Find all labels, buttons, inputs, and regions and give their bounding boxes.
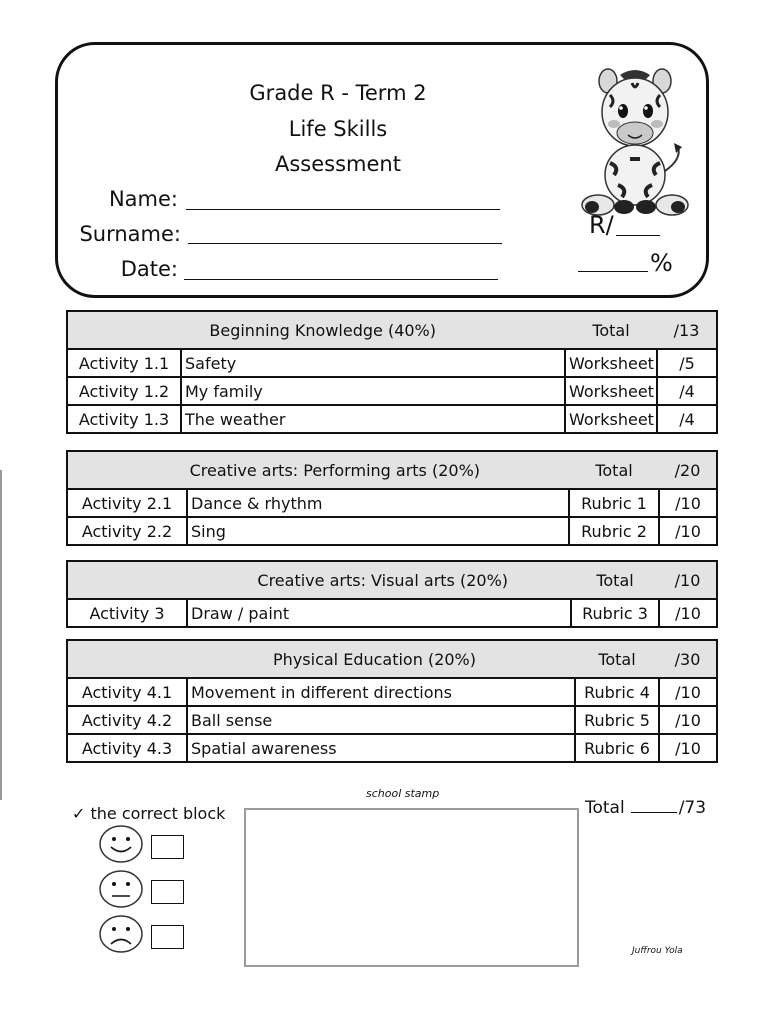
mark-cell[interactable]: /10 (659, 706, 717, 734)
rand-label: R/ (589, 211, 614, 239)
sad-checkbox[interactable] (151, 925, 184, 949)
section-header (67, 640, 717, 678)
topic-cell: Movement in different directions (187, 678, 575, 706)
name-field (58, 187, 178, 215)
topic-cell: My family (181, 377, 565, 405)
topic-cell: Sing (187, 517, 569, 545)
tool-cell: Rubric 2 (569, 517, 659, 545)
tool-cell: Rubric 4 (575, 678, 659, 706)
section-total-label: Total (571, 561, 659, 599)
header-box (55, 42, 709, 298)
table-row (67, 599, 717, 627)
rand-line[interactable] (616, 235, 660, 236)
section-total-label: Total (575, 640, 659, 678)
stamp-label: school stamp (366, 787, 440, 800)
tool-cell: Worksheet (565, 377, 657, 405)
grand-total-blank[interactable] (631, 798, 677, 813)
surname-label: Surname: (79, 222, 181, 246)
section-header (67, 311, 717, 349)
section-visual-arts (66, 560, 718, 628)
neutral-face-icon (98, 869, 144, 909)
percent-line[interactable] (578, 271, 648, 272)
table-row (67, 734, 717, 762)
table-row (67, 405, 717, 433)
table-row (67, 517, 717, 545)
activity-cell: Activity 4.2 (67, 706, 187, 734)
rand-score (589, 211, 614, 239)
grade-term-title: Grade R - Term 2 (249, 81, 427, 105)
surname-line[interactable] (188, 243, 502, 244)
sad-face-icon (98, 914, 144, 954)
tool-cell: Worksheet (565, 349, 657, 377)
zebra-illustration (570, 67, 700, 217)
section-total: /20 (659, 451, 717, 489)
topic-cell: Dance & rhythm (187, 489, 569, 517)
page-edge-shadow (0, 470, 2, 800)
grand-total-value: /73 (678, 798, 707, 818)
percent-score (650, 249, 673, 277)
name-line[interactable] (186, 209, 500, 210)
topic-cell: Spatial awareness (187, 734, 575, 762)
grand-total (585, 798, 706, 818)
section-title: Beginning Knowledge (40%) (209, 320, 436, 340)
grand-total-label: Total (585, 798, 625, 818)
section-header (67, 561, 717, 599)
assessment-title: Assessment (275, 152, 401, 176)
tool-cell: Rubric 3 (571, 599, 659, 627)
topic-cell: Draw / paint (187, 599, 571, 627)
activity-cell: Activity 3 (67, 599, 187, 627)
mark-cell[interactable]: /4 (657, 377, 717, 405)
section-title: Creative arts: Performing arts (20%) (189, 460, 481, 480)
date-line[interactable] (184, 279, 498, 280)
percent-label: % (650, 249, 673, 277)
school-stamp-box (244, 808, 579, 967)
tick-instruction: ✓ the correct block (72, 804, 226, 823)
mark-cell[interactable]: /10 (659, 599, 717, 627)
table-row (67, 377, 717, 405)
activity-cell: Activity 4.3 (67, 734, 187, 762)
topic-cell: Ball sense (187, 706, 575, 734)
mark-cell[interactable]: /10 (659, 678, 717, 706)
tool-cell: Rubric 6 (575, 734, 659, 762)
mark-cell[interactable]: /10 (659, 734, 717, 762)
section-physical-education (66, 639, 718, 763)
activity-cell: Activity 1.3 (67, 405, 181, 433)
name-label: Name: (108, 187, 178, 211)
section-title: Physical Education (20%) (273, 649, 476, 669)
surname-field (58, 222, 181, 250)
activity-cell: Activity 2.1 (67, 489, 187, 517)
subject-title: Life Skills (288, 117, 388, 141)
section-beginning-knowledge (66, 310, 718, 434)
date-label: Date: (120, 257, 178, 281)
table-row (67, 489, 717, 517)
mark-cell[interactable]: /5 (657, 349, 717, 377)
author-signature: Juffrou Yola (632, 946, 683, 956)
activity-cell: Activity 2.2 (67, 517, 187, 545)
section-total-label: Total (569, 451, 659, 489)
section-performing-arts (66, 450, 718, 546)
topic-cell: The weather (181, 405, 565, 433)
section-header (67, 451, 717, 489)
section-total: /10 (659, 561, 717, 599)
neutral-checkbox[interactable] (151, 880, 184, 904)
mark-cell[interactable]: /10 (659, 489, 717, 517)
section-total-label: Total (565, 311, 657, 349)
section-title: Creative arts: Visual arts (20%) (257, 570, 509, 590)
happy-checkbox[interactable] (151, 835, 184, 859)
tool-cell: Rubric 1 (569, 489, 659, 517)
activity-cell: Activity 4.1 (67, 678, 187, 706)
tool-cell: Worksheet (565, 405, 657, 433)
topic-cell: Safety (181, 349, 565, 377)
section-total: /30 (659, 640, 717, 678)
section-total: /13 (657, 311, 717, 349)
activity-cell: Activity 1.2 (67, 377, 181, 405)
table-row (67, 706, 717, 734)
activity-cell: Activity 1.1 (67, 349, 181, 377)
mark-cell[interactable]: /10 (659, 517, 717, 545)
tool-cell: Rubric 5 (575, 706, 659, 734)
mark-cell[interactable]: /4 (657, 405, 717, 433)
date-field (58, 257, 178, 285)
happy-face-icon (98, 824, 144, 864)
table-row (67, 678, 717, 706)
table-row (67, 349, 717, 377)
